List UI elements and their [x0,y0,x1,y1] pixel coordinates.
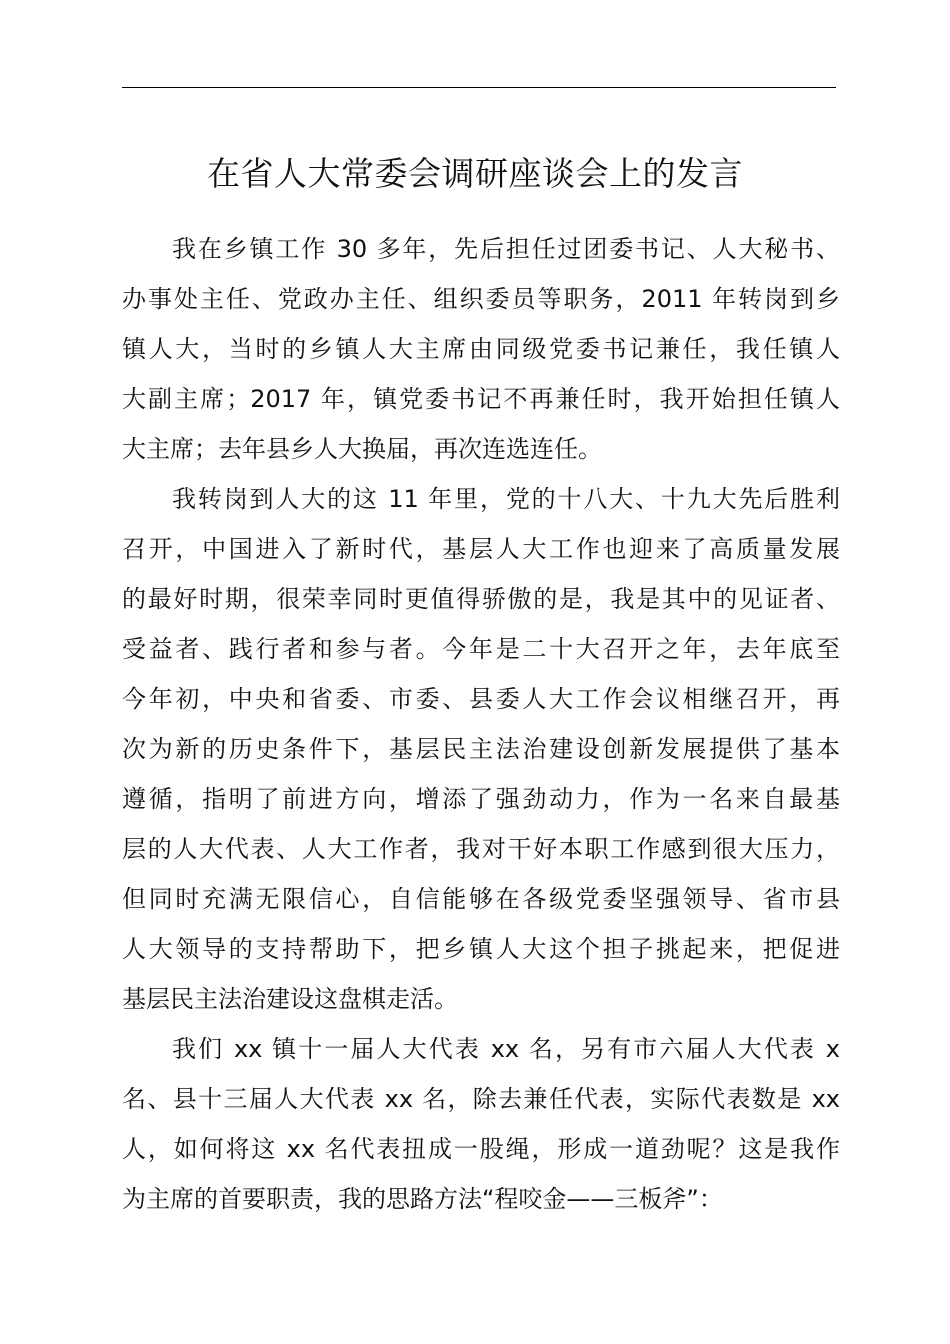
document-body [122,224,840,1224]
text-line: 人，如何将这 xx 名代表扭成一股绳，形成一道劲呢？这是我作 [122,1135,840,1163]
paragraph-1 [122,224,840,474]
text-line: 为主席的首要职责，我的思路方法“程咬金——三板斧”： [122,1185,723,1213]
text-line: 我转岗到人大的这 11 年里，党的十八大、十九大先后胜利 [172,485,840,513]
text-line: 名、县十三届人大代表 xx 名，除去兼任代表，实际代表数是 xx [122,1085,840,1113]
text-line: 遵循，指明了前进方向，增添了强劲动力，作为一名来自最基 [122,785,840,813]
paragraph-3 [122,1024,840,1224]
text-line: 我们 xx 镇十一届人大代表 xx 名，另有市六届人大代表 x [172,1035,840,1063]
header-rule [122,87,836,88]
text-line: 的最好时期，很荣幸同时更值得骄傲的是，我是其中的见证者、 [122,585,840,613]
text-line: 今年初，中央和省委、市委、县委人大工作会议相继召开，再 [122,685,840,713]
text-line: 基层民主法治建设这盘棋走活。 [122,985,458,1013]
text-line: 办事处主任、党政办主任、组织委员等职务，2011 年转岗到乡 [122,285,840,313]
text-line: 次为新的历史条件下，基层民主法治建设创新发展提供了基本 [122,735,840,763]
document-title: 在省人大常委会调研座谈会上的发言 [207,154,743,193]
text-line: 人大领导的支持帮助下，把乡镇人大这个担子挑起来，把促进 [122,935,840,963]
text-line: 大副主席；2017 年，镇党委书记不再兼任时，我开始担任镇人 [122,385,840,413]
text-line: 镇人大，当时的乡镇人大主席由同级党委书记兼任，我任镇人 [122,335,840,363]
paragraph-2 [122,474,840,1024]
text-line: 层的人大代表、人大工作者，我对干好本职工作感到很大压力， [122,835,840,863]
text-line: 但同时充满无限信心，自信能够在各级党委坚强领导、省市县 [122,885,840,913]
text-line: 召开，中国进入了新时代，基层人大工作也迎来了高质量发展 [122,535,840,563]
text-line: 我在乡镇工作 30 多年，先后担任过团委书记、人大秘书、 [172,235,840,263]
text-line: 受益者、践行者和参与者。今年是二十大召开之年，去年底至 [122,635,840,663]
text-line: 大主席；去年县乡人大换届，再次连选连任。 [122,435,602,463]
